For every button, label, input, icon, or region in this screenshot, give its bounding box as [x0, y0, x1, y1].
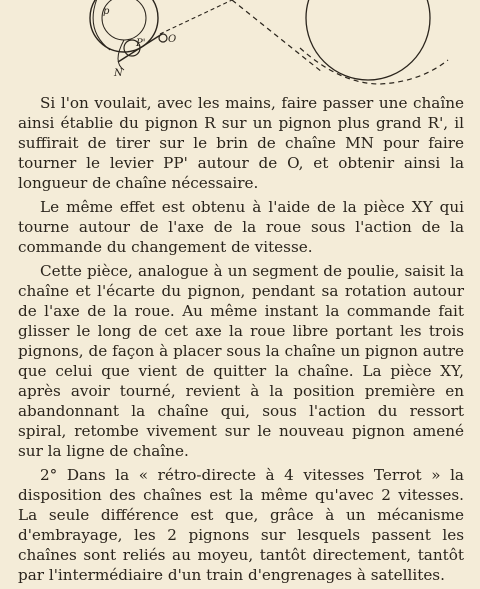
sprocket-outer	[90, 0, 158, 52]
paragraph-4: 2° Dans la « rétro-directe à 4 vitesses Terrot » la disposition des chaînes est la même qu'avec 2 vitesses. La seule différence est que, grâce à un mécanisme d'embrayage, les 2 pignons sur lesquels passent les chaînes sont reliés au moyeu, tantôt directement, tantôt par l'intermédiaire d'un train d'engrenages à satellites.	[18, 466, 464, 584]
paragraph-2: Le même effet est obtenu à l'aide de la pièce XY qui tourne autour de l'axe de la roue sous l'action de la commande du changement de vitesse.	[18, 198, 464, 256]
chain-dashed-outer	[300, 48, 448, 84]
pivot-o	[159, 34, 167, 42]
large-chainring	[306, 0, 430, 80]
paragraph-1: Si l'on voulait, avec les mains, faire passer une chaîne ainsi établie du pignon R sur un pignon plus grand R', il suffirait de tirer sur le brin de chaîne MN pour faire tourner le levier PP' autour de O, et obtenir ainsi la longueur de chaîne nécessaire.	[18, 94, 464, 192]
chain-loop	[118, 40, 124, 70]
body-text	[18, 93, 464, 589]
mechanism-figure	[0, 0, 480, 92]
paragraph-3: Cette pièce, analogue à un segment de poulie, saisit la chaîne et l'écarte du pignon, pendant sa rotation autour de l'axe de la roue. Au même instant la commande fait glisser le long de cet axe la roue libre portant les trois pignons, de façon à placer sous la chaîne un pignon autre que celui que vient de quitter la chaîne. La pièce XY, après avoir tourné, revient à la position première en abandonnant la chaîne qui, sous l'action du ressort spiral, retombe vivement sur le nouveau pignon amené sur la ligne de chaîne.	[18, 262, 464, 460]
label-p: p	[103, 6, 110, 17]
label-p-prime: P'	[136, 38, 146, 49]
label-o: O	[168, 34, 177, 45]
label-n: N	[114, 68, 123, 79]
chain-to-wheel	[160, 0, 232, 34]
